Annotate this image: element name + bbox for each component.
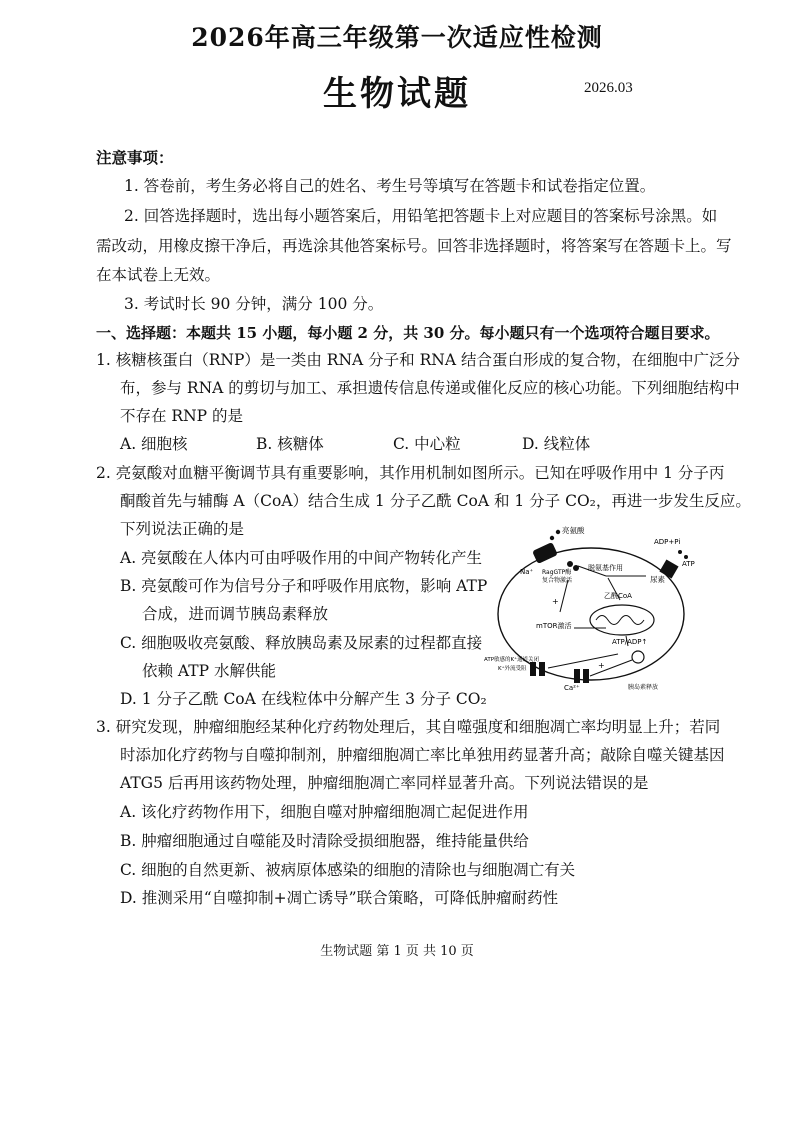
notice-item: 在本试卷上无效。	[96, 266, 221, 284]
label-urea: 尿素	[650, 575, 665, 584]
label-leucine: 亮氨酸	[562, 526, 585, 535]
label-na: Na⁺	[520, 568, 534, 576]
pathway-arrow	[590, 660, 632, 676]
q2-option-d: D. 1 分子乙酰 CoA 在线粒体中分解产生 3 分子 CO₂	[120, 690, 487, 708]
q1-stem-line: 布，参与 RNA 的剪切与加工、承担遗传信息传递或催化反应的核心功能。下列细胞结构中	[120, 379, 740, 397]
subject-title: 生物试题	[323, 74, 471, 114]
label-rag: RagGTP酶	[542, 569, 572, 576]
label-deamination: 脱氨基作用	[588, 564, 623, 572]
q3-option-b: B. 肿瘤细胞通过自噬能及时清除受损细胞器，维持能量供给	[120, 832, 529, 850]
ca-channel	[574, 669, 580, 683]
q2-option-b-cont: 合成，进而调节胰岛素释放	[142, 605, 329, 623]
label-mtor: mTOR激活	[536, 622, 572, 630]
q2-option-c-cont: 依赖 ATP 水解供能	[142, 662, 276, 680]
notice-item: 1. 答卷前，考生务必将自己的姓名、考生号等填写在答题卡和试卷指定位置。	[124, 177, 656, 195]
label-ca: Ca²⁺	[564, 684, 580, 692]
q3-option-c: C. 细胞的自然更新、被病原体感染的细胞的清除也与细胞凋亡有关	[120, 861, 576, 879]
pathway-arrow	[548, 654, 618, 668]
label-insulin: 胰岛素释放	[628, 684, 659, 691]
q3-stem-line: ATG5 后再用该药物处理，肿瘤细胞凋亡率同样显著升高。下列说法错误的是	[120, 774, 649, 792]
q3-option-d: D. 推测采用“自噬抑制+凋亡诱导”联合策略，可降低肿瘤耐药性	[120, 889, 559, 907]
leucine-molecule	[550, 536, 554, 540]
page-footer: 生物试题 第 1 页 共 10 页	[320, 944, 474, 959]
q2-option-b: B. 亮氨酸可作为信号分子和呼吸作用底物，影响 ATP	[120, 577, 488, 595]
notice-heading: 注意事项：	[96, 148, 174, 167]
label-adp: ADP+Pi	[654, 538, 681, 546]
notice-item: 2. 回答选择题时，选出每小题答案后，用铅笔把答题卡上对应题目的答案标号涂黑。如	[124, 207, 718, 225]
q2-stem-line: 2. 亮氨酸对血糖平衡调节具有重要影响，其作用机制如图所示。已知在呼吸作用中 1 分子丙	[96, 464, 725, 482]
label-atp: ATP	[682, 560, 695, 568]
q2-stem-line: 下列说法正确的是	[120, 520, 245, 538]
label-plus: +	[598, 661, 605, 670]
q1-option-a: A. 细胞核	[120, 435, 188, 453]
k-channel	[530, 662, 536, 676]
leucine-molecule	[556, 530, 560, 534]
insulin-vesicle	[632, 651, 644, 663]
label-plus: +	[552, 597, 559, 606]
label-atp-adp: ATP/ADP↑	[612, 638, 648, 646]
urea-molecule	[684, 555, 688, 559]
leucine-mechanism-diagram	[478, 524, 704, 694]
label-katp: ATP敏感的K⁺通道关闭	[484, 657, 540, 663]
q1-stem-line: 1. 核糖核蛋白（RNP）是一类由 RNA 分子和 RNA 结合蛋白形成的复合物，在细胞中广泛分	[96, 351, 740, 369]
q3-option-a: A. 该化疗药物作用下，细胞自噬对肿瘤细胞凋亡起促进作用	[120, 803, 529, 821]
mitochondrion	[590, 605, 654, 635]
q1-option-d: D. 线粒体	[522, 435, 591, 453]
q2-option-c: C. 细胞吸收亮氨酸、释放胰岛素及尿素的过程都直接	[120, 634, 483, 652]
pathway-arrow	[560, 580, 568, 612]
q1-option-b: B. 核糖体	[256, 435, 324, 453]
label-acetylcoa: 乙酰CoA	[604, 592, 632, 600]
mitochondrion-cristae	[596, 616, 644, 625]
label-katp-2: K⁺外流受阻	[498, 666, 527, 672]
q3-stem-line: 3. 研究发现，肿瘤细胞经某种化疗药物处理后，其自噬强度和细胞凋亡率均明显上升；若同	[96, 718, 721, 736]
notice-item: 3. 考试时长 90 分钟，满分 100 分。	[124, 295, 384, 313]
k-channel	[539, 662, 545, 676]
section-heading: 一、选择题：本题共 15 小题，每小题 2 分，共 30 分。每小题只有一个选项符合题目要求。	[96, 324, 720, 342]
notice-item: 需改动，用橡皮擦干净后，再选涂其他答案标号。回答非选择题时，将答案写在答题卡上。写	[96, 237, 732, 255]
q1-option-c: C. 中心粒	[393, 435, 461, 453]
exam-date: 2026.03	[584, 80, 633, 96]
q2-option-a: A. 亮氨酸在人体内可由呼吸作用的中间产物转化产生	[120, 549, 483, 567]
q3-stem-line: 时添加化疗药物与自噬抑制剂，肿瘤细胞凋亡率比单独用药显著升高；敲除自噬关键基因	[120, 746, 725, 764]
label-rag-2: 复合物激活	[542, 577, 573, 584]
q2-stem-line: 酮酸首先与辅酶 A（CoA）结合生成 1 分子乙酰 CoA 和 1 分子 CO₂，再进一步发生反应。	[120, 492, 751, 510]
ca-channel	[583, 669, 589, 683]
urea-molecule	[678, 550, 682, 554]
leucine-molecule	[567, 561, 573, 567]
exam-title: 2026年高三年级第一次适应性检测	[191, 23, 603, 52]
q1-stem-line: 不存在 RNP 的是	[120, 407, 244, 425]
